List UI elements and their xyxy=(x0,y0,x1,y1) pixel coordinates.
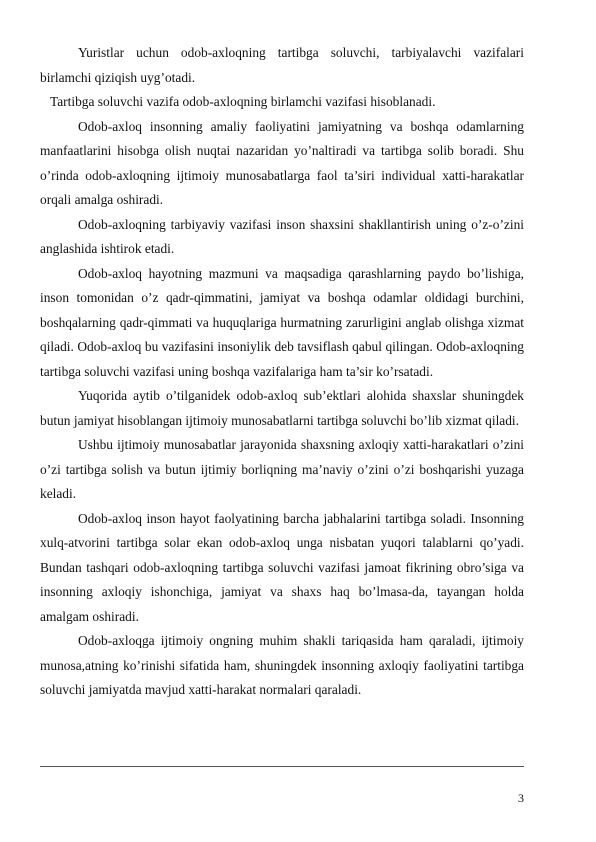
paragraph-9: Odob-axloqga ijtimoiy ongning muhim shakli tariqasida ham qaraladi, ijtimoiy munosa,atning ko’rinishi sifatida ham, shuningdek insonning axloqiy faoliyatini tartibga soluvchi jamiyatda mavjud xatti-harakat normalari qaraladi. xyxy=(40,633,524,697)
footer-divider xyxy=(40,766,524,767)
paragraph-4: Odob-axloqning tarbiyaviy vazifasi inson shaxsini shakllantirish uning o’z-o’zini anglashida ishtirok etadi. xyxy=(40,216,524,256)
paragraph-1: Yuristlar uchun odob-axloqning tartibga soluvchi, tarbiyalavchi vazifalari birlamchi qiziqish uyg’otadi. xyxy=(40,45,524,85)
paragraph-3: Odob-axloq insonning amaliy faoliyatini jamiyatning va boshqa odamlarning manfaatlarini hisobga olish nuqtai nazaridan yo’naltiradi va tartibga solib boradi. Shu o’rinda odob-axloqning ijtimoiy munosabatlarga faol ta’siri individual xatti-harakatlar orqali amalga oshiradi. xyxy=(40,118,524,207)
paragraph-5: Odob-axloq hayotning mazmuni va maqsadiga qarashlarning paydo bo’lishiga, inson tomonidan o’z qadr-qimmatini, jamiyat va boshqa odamlar oldidagi burchini, boshqalarning qadr-qimmati va huquqlariga hurmatning zarurligini anglab olishga xizmat qiladi. Odob-axloq bu vazifasini insoniylik deb tavsiflash qabul qilingan. Odob-axloqning tartibga soluvchi vazifasi uning boshqa vazifalariga ham ta’sir ko’rsatadi. xyxy=(40,265,524,379)
paragraph-8: Odob-axloq inson hayot faolyatining barcha jabhalarini tartibga soladi. Insonning xulq-atvorini tartibga solar ekan odob-axloq unga nisbatan yuqori talablarni qo’yadi. Bundan tashqari odob-axloqning tartibga soluvchi vazifasi jamoat fikrining obro’siga va insonning axloqiy ishonchiga, jamiyat va shaxs haq bo’lmasa-da, tayangan holda amalgam oshiradi. xyxy=(40,510,524,624)
document-body xyxy=(40,41,524,703)
page-number: 3 xyxy=(518,791,524,805)
paragraph-2: Tartibga soluvchi vazifa odob-axloqning birlamchi vazifasi hisoblanadi. xyxy=(50,94,436,109)
paragraph-7: Ushbu ijtimoiy munosabatlar jarayonida shaxsning axloqiy xatti-harakatlari o’zini o’zi tartibga solish va butun ijtimiy borliqning ma’naviy o’zini o’zi boshqarishi yuzaga keladi. xyxy=(40,437,524,501)
paragraph-6: Yuqorida aytib o’tilganidek odob-axloq sub’ektlari alohida shaxslar shuningdek butun jamiyat hisoblangan ijtimoiy munosabatlarni tartibga soluvchi bo’lib xizmat qiladi. xyxy=(40,388,524,428)
